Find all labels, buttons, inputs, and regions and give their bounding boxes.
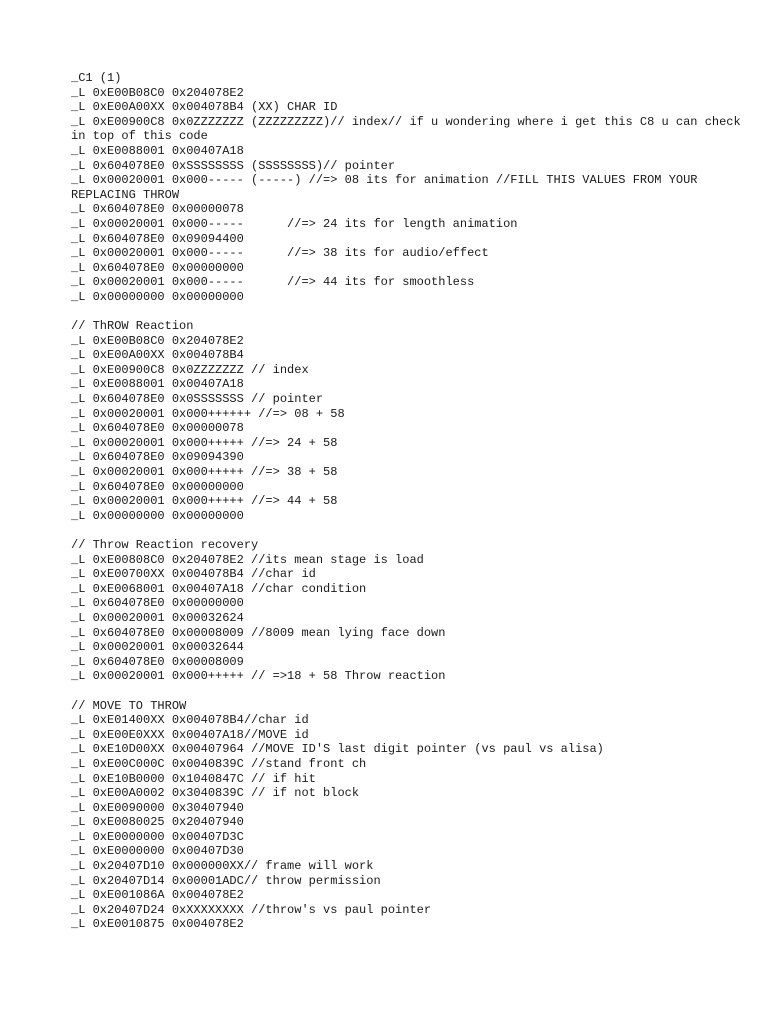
code-line: _L 0xE00A0002 0x3040839C // if not block	[71, 786, 360, 801]
code-line: _L 0x20407D24 0xXXXXXXXX //throw's vs paul pointer	[71, 902, 432, 917]
code-line: _L 0x604078E0 0x00008009 //8009 mean lying face down	[71, 625, 446, 640]
code-line: _L 0x604078E0 0x09094400	[71, 231, 244, 246]
code-line: _L 0xE0000000 0x00407D30	[71, 844, 244, 859]
code-line: _L 0x00020001 0x000+++++ // =>18 + 58 Throw reaction	[71, 669, 446, 684]
code-line: _L 0x00020001 0x000----- //=> 38 its for audio/effect	[71, 246, 489, 261]
code-line: _L 0x00000000 0x00000000	[71, 289, 244, 304]
code-line: _L 0xE00700XX 0x004078B4 //char id	[71, 567, 316, 582]
code-line: _L 0x604078E0 0x0SSSSSSS // pointer	[71, 392, 324, 407]
code-line: _L 0xE00C000C 0x0040839C //stand front ch	[71, 756, 367, 771]
code-line: _C1 (1)	[71, 71, 122, 85]
code-line: _L 0xE0010875 0x004078E2	[71, 917, 244, 932]
code-line: _L 0xE10D00XX 0x00407964 //MOVE ID'S last digit pointer (vs paul vs alisa)	[71, 742, 604, 757]
code-line: _L 0xE0080025 0x20407940	[71, 815, 244, 830]
code-line: _L 0xE0090000 0x30407940	[71, 800, 244, 815]
code-line: _L 0xE01400XX 0x004078B4//char id	[71, 713, 309, 728]
code-line	[71, 305, 761, 320]
code-line: _L 0x20407D10 0x000000XX// frame will work	[71, 859, 374, 874]
code-line: _L 0xE00900C8 0x0ZZZZZZZ // index	[71, 362, 309, 377]
code-line: _L 0x00020001 0x000+++++ //=> 38 + 58	[71, 465, 338, 480]
code-line: _L 0x00020001 0x000+++++ //=> 24 + 58	[71, 435, 338, 450]
document-body	[71, 71, 761, 932]
code-line: _L 0xE10B0000 0x1040847C // if hit	[71, 771, 316, 786]
code-line: _L 0xE001086A 0x004078E2	[71, 888, 244, 903]
code-line: // ThROW Reaction	[71, 319, 194, 334]
code-line: _L 0x604078E0 0x00000078	[71, 202, 244, 217]
code-line: _L 0x00020001 0x00032624	[71, 610, 244, 625]
code-line: _L 0x00000000 0x00000000	[71, 508, 244, 523]
code-line: _L 0x20407D14 0x00001ADC// throw permission	[71, 873, 381, 888]
code-line: _L 0x00020001 0x000----- (-----) //=> 08 its for animation //FILL THIS VALUES FROM YOUR REPLACING THROW	[71, 173, 705, 202]
code-line: // Throw Reaction recovery	[71, 538, 259, 552]
code-line: _L 0xE00B08C0 0x204078E2	[71, 85, 244, 100]
code-line: _L 0xE0000000 0x00407D3C	[71, 829, 244, 844]
code-line: _L 0xE00808C0 0x204078E2 //its mean stage is load	[71, 552, 424, 567]
code-line: _L 0xE00A00XX 0x004078B4	[71, 348, 244, 363]
code-line: _L 0x604078E0 0x09094390	[71, 450, 244, 465]
code-line: _L 0x00020001 0x000----- //=> 44 its for smoothless	[71, 275, 475, 290]
code-line: _L 0x00020001 0x000+++++ //=> 44 + 58	[71, 494, 338, 509]
code-line: _L 0x604078E0 0x00000000	[71, 479, 244, 494]
code-line: _L 0x604078E0 0x00008009	[71, 654, 244, 669]
code-line: _L 0xE00B08C0 0x204078E2	[71, 333, 244, 348]
code-line: _L 0xE0088001 0x00407A18	[71, 143, 244, 158]
code-line: _L 0x604078E0 0x00000078	[71, 421, 244, 436]
code-line: _L 0x604078E0 0x00000000	[71, 260, 244, 275]
code-line	[71, 523, 761, 538]
code-line: _L 0x00020001 0x000++++++ //=> 08 + 58	[71, 406, 345, 421]
code-line: _L 0xE00E0XXX 0x00407A18//MOVE id	[71, 727, 309, 742]
code-line: _L 0xE00A00XX 0x004078B4 (XX) CHAR ID	[71, 100, 338, 115]
code-line: _L 0x604078E0 0x00000000	[71, 596, 244, 611]
code-line: _L 0xE0068001 0x00407A18 //char condition	[71, 581, 367, 596]
code-line: _L 0xE0088001 0x00407A18	[71, 377, 244, 392]
code-line	[71, 684, 761, 699]
code-line: _L 0x00020001 0x000----- //=> 24 its for length animation	[71, 216, 518, 231]
code-line: // MOVE TO THROW	[71, 698, 187, 713]
code-line: _L 0xE00900C8 0x0ZZZZZZZ (ZZZZZZZZZ)// index// if u wondering where i get this C8 u can check in top of this code	[71, 114, 748, 144]
code-line: _L 0x00020001 0x00032644	[71, 640, 244, 655]
code-line: _L 0x604078E0 0xSSSSSSSS (SSSSSSSS)// pointer	[71, 158, 396, 173]
